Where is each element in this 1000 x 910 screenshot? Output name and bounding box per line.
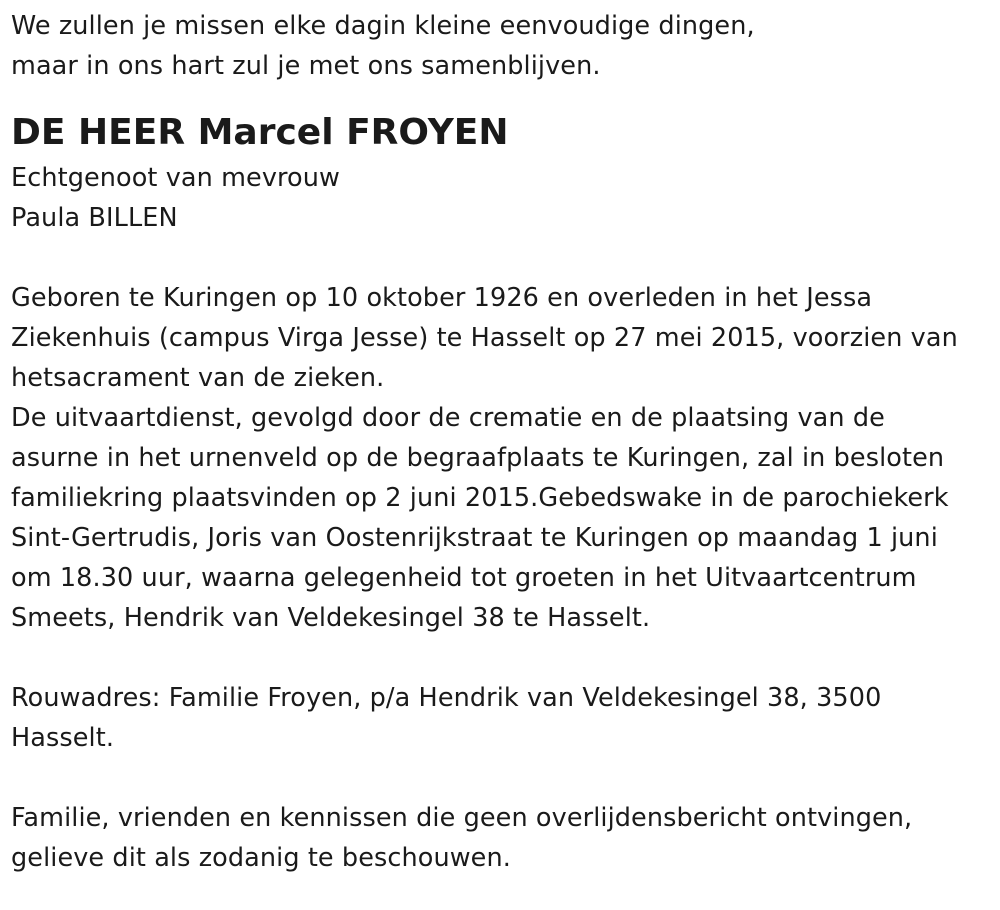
notice-paragraph — [11, 798, 1000, 878]
details-line: Sint-Gertrudis, Joris van Oostenrijkstraat te Kuringen op maandag 1 juni — [11, 523, 938, 553]
details-paragraph — [11, 278, 1000, 638]
details-line: hetsacrament van de zieken. — [11, 363, 385, 393]
spacer — [11, 758, 1000, 798]
details-line: Ziekenhuis (campus Virga Jesse) te Hasselt op 27 mei 2015, voorzien van — [11, 323, 958, 353]
notice-line: gelieve dit als zodanig te beschouwen. — [11, 843, 511, 873]
spouse-line: Echtgenoot van mevrouw — [11, 163, 340, 193]
details-line: Geboren te Kuringen op 10 oktober 1926 en overleden in het Jessa — [11, 283, 873, 313]
spouse-line: Paula BILLEN — [11, 203, 178, 233]
spacer — [11, 238, 1000, 278]
poem — [11, 6, 1000, 86]
notice-line: Familie, vrienden en kennissen die geen overlijdensbericht ontvingen, — [11, 803, 913, 833]
deceased-name: DE HEER Marcel FROYEN — [11, 112, 509, 153]
details-line: familiekring plaatsvinden op 2 juni 2015.Gebedswake in de parochiekerk — [11, 483, 949, 513]
mourning-address — [11, 678, 1000, 758]
details-line: asurne in het urnenveld op de begraafplaats te Kuringen, zal in besloten — [11, 443, 945, 473]
address-line: Hasselt. — [11, 723, 115, 753]
poem-line: maar in ons hart zul je met ons samenblijven. — [11, 51, 601, 81]
spacer — [11, 638, 1000, 678]
details-line: De uitvaartdienst, gevolgd door de crematie en de plaatsing van de — [11, 403, 885, 433]
details-line: Smeets, Hendrik van Veldekesingel 38 te Hasselt. — [11, 603, 651, 633]
spouse-info — [11, 158, 1000, 238]
poem-line: We zullen je missen elke dagin kleine eenvoudige dingen, — [11, 11, 755, 41]
details-line: om 18.30 uur, waarna gelegenheid tot groeten in het Uitvaartcentrum — [11, 563, 917, 593]
address-line: Rouwadres: Familie Froyen, p/a Hendrik van Veldekesingel 38, 3500 — [11, 683, 882, 713]
